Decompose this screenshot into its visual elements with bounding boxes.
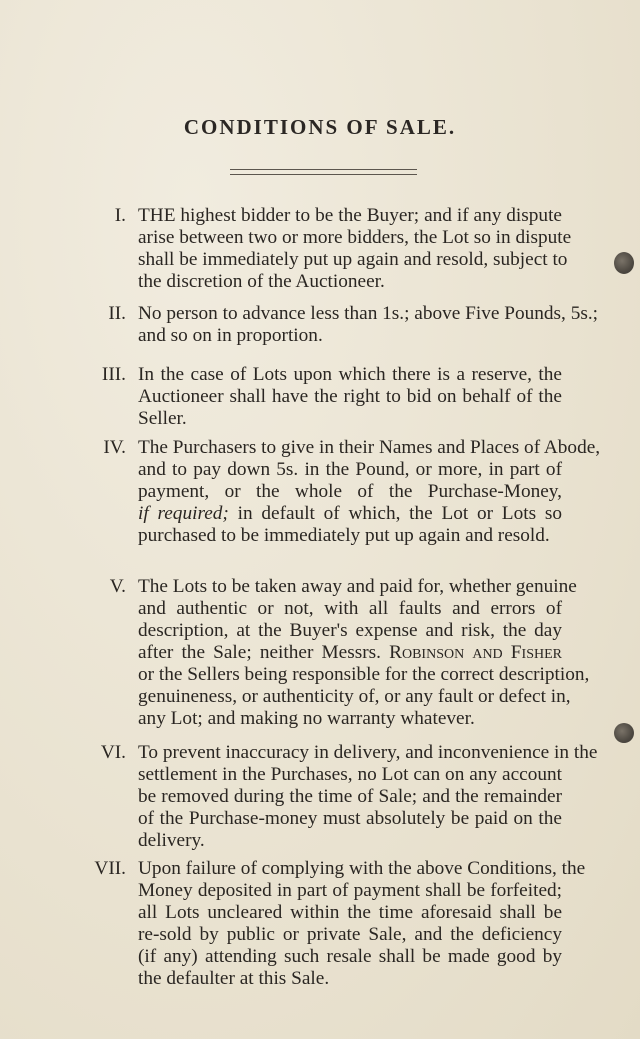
- text-line: The Purchasers to give in their Names and Places of Abode,: [138, 437, 601, 458]
- condition-text: [138, 364, 562, 430]
- condition-text: [138, 437, 601, 547]
- condition-text: [138, 858, 586, 990]
- condition-number: I.: [114, 205, 126, 226]
- condition-number: VII.: [94, 858, 126, 879]
- text-line: of the Purchase-money must absolutely be paid on the: [138, 808, 562, 829]
- text-line-mixed: [138, 503, 562, 525]
- condition-number: V.: [109, 576, 126, 597]
- condition-text: [138, 742, 598, 852]
- text-line: the discretion of the Auctioneer.: [138, 271, 385, 292]
- binding-hole-top: [614, 252, 634, 274]
- italic-text: if required;: [138, 503, 229, 524]
- text-line: Auctioneer shall have the right to bid on behalf of the: [138, 386, 562, 407]
- condition-text: [138, 205, 572, 293]
- text-line: re-sold by public or private Sale, and the deficiency: [138, 924, 562, 945]
- text-line: To prevent inaccuracy in delivery, and inconvenience in the: [138, 742, 598, 763]
- text-line: The Lots to be taken away and paid for, whether genuine: [138, 576, 577, 597]
- page-title: CONDITIONS OF SALE.: [183, 115, 457, 139]
- text-line: No person to advance less than 1s.; above Five Pounds, 5s.;: [138, 303, 599, 324]
- text-line: settlement in the Purchases, no Lot can on any account: [138, 764, 562, 785]
- text-line: delivery.: [138, 830, 205, 851]
- text-line: be removed during the time of Sale; and the remainder: [138, 786, 562, 807]
- condition-number: VI.: [100, 742, 126, 763]
- auctioneer-name: Robinson and Fisher: [389, 642, 562, 663]
- text-line: and authentic or not, with all faults and errors of: [138, 598, 562, 619]
- text-line: Upon failure of complying with the above Conditions, the: [138, 858, 586, 879]
- text-line: description, at the Buyer's expense and risk, the day: [138, 620, 562, 641]
- text-span: in default of which, the Lot or Lots so: [237, 503, 562, 524]
- text-line: arise between two or more bidders, the Lot so in dispute: [138, 227, 572, 248]
- text-line: the defaulter at this Sale.: [138, 968, 330, 989]
- text-line: any Lot; and making no warranty whatever.: [138, 708, 475, 729]
- text-line: shall be immediately put up again and resold, subject to: [138, 249, 568, 270]
- text-line: (if any) attending such resale shall be made good by: [138, 946, 562, 967]
- condition-text: [138, 303, 599, 347]
- text-span: after the Sale; neither Messrs.: [138, 642, 381, 663]
- binding-hole-bottom: [614, 723, 634, 743]
- text-line: In the case of Lots upon which there is a reserve, the: [138, 364, 562, 385]
- text-line: and so on in proportion.: [138, 325, 323, 346]
- title-divider: [230, 169, 417, 175]
- text-line: or the Sellers being responsible for the correct description,: [138, 664, 590, 685]
- condition-number: III.: [101, 364, 126, 385]
- text-line: THE highest bidder to be the Buyer; and if any dispute: [138, 205, 562, 226]
- condition-number: II.: [108, 303, 126, 324]
- text-line: Seller.: [138, 408, 187, 429]
- text-line-mixed: [138, 642, 562, 664]
- condition-text: [138, 576, 590, 730]
- text-line: genuineness, or authenticity of, or any fault or defect in,: [138, 686, 571, 707]
- condition-number: IV.: [103, 437, 126, 458]
- text-line: purchased to be immediately put up again and resold.: [138, 525, 550, 546]
- text-line: Money deposited in part of payment shall be forfeited;: [138, 880, 562, 901]
- text-line: and to pay down 5s. in the Pound, or more, in part of: [138, 459, 562, 480]
- text-line: all Lots uncleared within the time aforesaid shall be: [138, 902, 562, 923]
- text-line: payment, or the whole of the Purchase-Money,: [138, 481, 562, 502]
